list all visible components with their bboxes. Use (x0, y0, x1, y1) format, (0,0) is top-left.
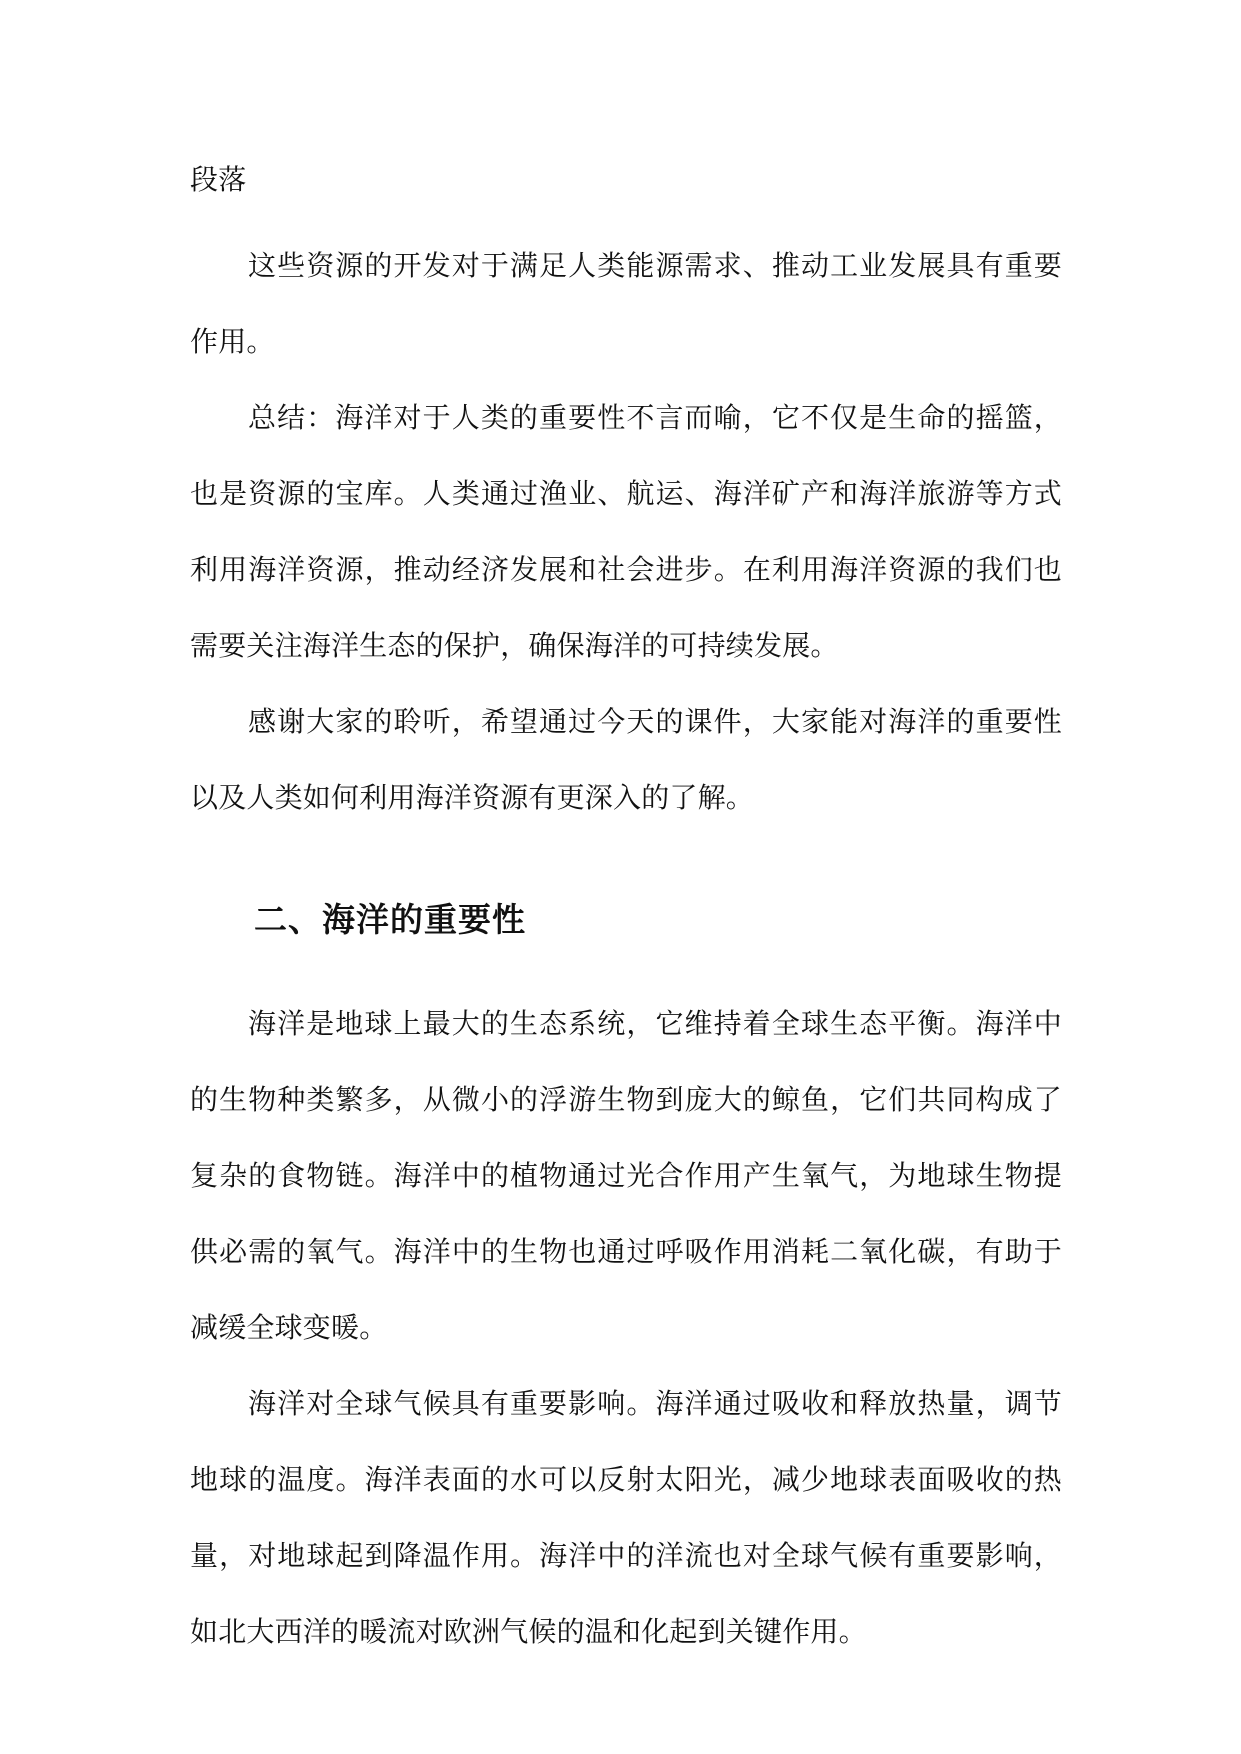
document-body (190, 142, 1062, 1670)
paragraph-resource-development: 这些资源的开发对于满足人类能源需求、推动工业发展具有重要作用。 (190, 249, 1062, 358)
section-heading: 二、海洋的重要性 (254, 900, 526, 939)
paragraph-climate: 海洋对全球气候具有重要影响。海洋通过吸收和释放热量，调节地球的温度。海洋表面的水可以反射太阳光，减少地球表面吸收的热量，对地球起到降温作用。海洋中的洋流也对全球气候有重要影响，如北大西洋的暖流对欧洲气候的温和化起到关键作用。 (190, 1387, 1062, 1648)
fragment-label: 段落 (190, 163, 247, 196)
paragraph-thanks: 感谢大家的聆听，希望通过今天的课件，大家能对海洋的重要性以及人类如何利用海洋资源有更深入的了解。 (190, 705, 1062, 814)
paragraph-summary: 总结：海洋对于人类的重要性不言而喻，它不仅是生命的摇篮，也是资源的宝库。人类通过渔业、航运、海洋矿产和海洋旅游等方式利用海洋资源，推动经济发展和社会进步。在利用海洋资源的我们也需要关注海洋生态的保护，确保海洋的可持续发展。 (190, 401, 1062, 662)
paragraph-ecosystem: 海洋是地球上最大的生态系统，它维持着全球生态平衡。海洋中的生物种类繁多，从微小的浮游生物到庞大的鲸鱼，它们共同构成了复杂的食物链。海洋中的植物通过光合作用产生氧气，为地球生物提供必需的氧气。海洋中的生物也通过呼吸作用消耗二氧化碳，有助于减缓全球变暖。 (190, 1007, 1062, 1344)
